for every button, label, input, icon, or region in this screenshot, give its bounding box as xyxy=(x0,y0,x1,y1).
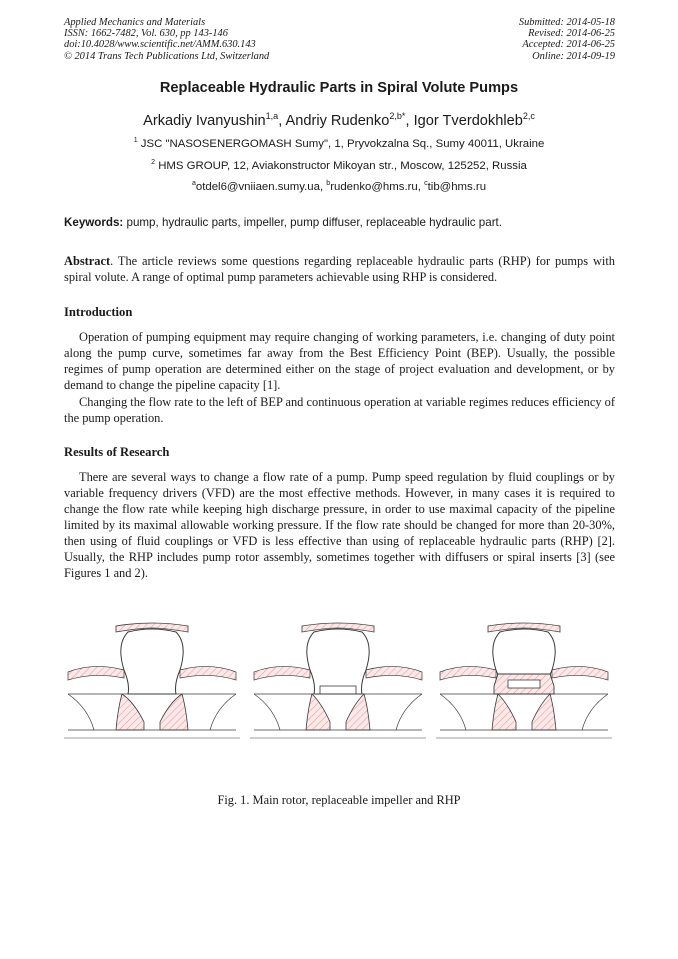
paragraph: There are several ways to change a flow rate of a pump. Pump speed regulation by fluid couplings or by variable frequency drivers (VFD) are the most effective methods. However, in many cases it is required to change the flow rate while keeping high discharge pressure, in order to use maximal capacity of the pipeline limited by its maximal allowable working pressure. If the flow rate should be changed for more than 20-30%, then using of fluid couplings or VFD is less effective than using of replaceable hydraulic parts (RHP) [2]. Usually, the RHP includes pump rotor assembly, sometimes together with diffusers or spiral inserts [3] (see Figures 1 and 2). xyxy=(64,470,615,580)
keywords-label: Keywords: xyxy=(64,216,124,229)
author-name: Andriy Rudenko xyxy=(285,113,390,129)
abstract-text: . The article reviews some questions regarding replaceable hydraulic parts (RHP) for pumps with spiral volute. A range of optimal pump parameters achievable using RHP is considered. xyxy=(64,254,615,284)
online-date: Online: 2014-09-19 xyxy=(532,50,615,62)
submitted-date: Submitted: 2014-05-18 xyxy=(518,17,615,28)
rhp-drawing xyxy=(436,623,612,738)
accepted-date: Accepted: 2014-06-25 xyxy=(522,39,615,51)
author-affiliation-mark: 1,a xyxy=(265,111,279,122)
abstract xyxy=(64,253,615,285)
issn-line: ISSN: 1662-7482, Vol. 630, pp 143-146 xyxy=(64,28,228,40)
journal-info xyxy=(64,17,269,62)
keywords-text: pump, hydraulic parts, impeller, pump diffuser, replaceable hydraulic part. xyxy=(123,216,502,229)
section-heading-results: Results of Research xyxy=(64,445,170,459)
revised-date: Revised: 2014-06-25 xyxy=(528,28,615,40)
paragraph: Operation of pumping equipment may require changing of working parameters, i.e. changing of duty point along the pump curve, sometimes far away from the Best Efficiency Point (BEP). Usually, the possible regimes of pump operation are determined either on the stage of project evaluation and development, or by demand to change the pipeline capacity [1]. xyxy=(64,330,615,392)
figure-caption: Fig. 1. Main rotor, replaceable impeller and RHP xyxy=(217,793,461,807)
affiliation-2: $^2$ HMS GROUP, 12, Aviakonstructor Mikoyan str., Moscow, 125252, Russia xyxy=(151,159,527,172)
main-rotor-drawing xyxy=(64,623,240,738)
paper-title: Replaceable Hydraulic Parts in Spiral Volute Pumps xyxy=(159,80,519,96)
author-name: Igor Tverdokhleb xyxy=(413,113,523,129)
author-name: Arkadiy Ivanyushin xyxy=(143,113,266,129)
email-link[interactable]: tib@hms.ru xyxy=(427,181,487,193)
replaceable-impeller-drawing xyxy=(250,623,426,738)
paragraph: Changing the flow rate to the left of BEP and continuous operation at variable regimes reduces efficiency of the pump operation. xyxy=(64,395,615,425)
copyright-line: © 2014 Trans Tech Publications Ltd, Switzerland xyxy=(64,50,270,62)
figure-1-drawings xyxy=(64,622,615,752)
submission-dates xyxy=(519,17,615,62)
author-list: Arkadiy Ivanyushin$^{1,a}$, Andriy Rudenko$^{2,b*}$, Igor Tverdokhleb$^{2,c}$ xyxy=(143,111,535,129)
doi-line: doi:10.4028/www.scientific.net/AMM.630.143 xyxy=(64,39,256,51)
abstract-label: Abstract xyxy=(64,254,111,268)
section-heading-introduction: Introduction xyxy=(64,305,133,319)
email-link[interactable]: rudenko@hms.ru xyxy=(330,181,418,193)
author-emails: $^a$otdel6@vniiaen.sumy.ua, $^b$rudenko@hms.ru, $^c$tib@hms.ru xyxy=(191,180,487,193)
email-link[interactable]: otdel6@vniiaen.sumy.ua xyxy=(195,181,320,193)
author-affiliation-mark: 2,b* xyxy=(389,111,406,122)
keywords xyxy=(64,216,624,229)
journal-name: Applied Mechanics and Materials xyxy=(64,17,206,28)
affiliation-1: $^1$ JSC "NASOSENERGOMASH Sumy", 1, Pryvokzalna Sq., Sumy 40011, Ukraine xyxy=(133,137,545,150)
author-affiliation-mark: 2,c xyxy=(522,111,535,122)
